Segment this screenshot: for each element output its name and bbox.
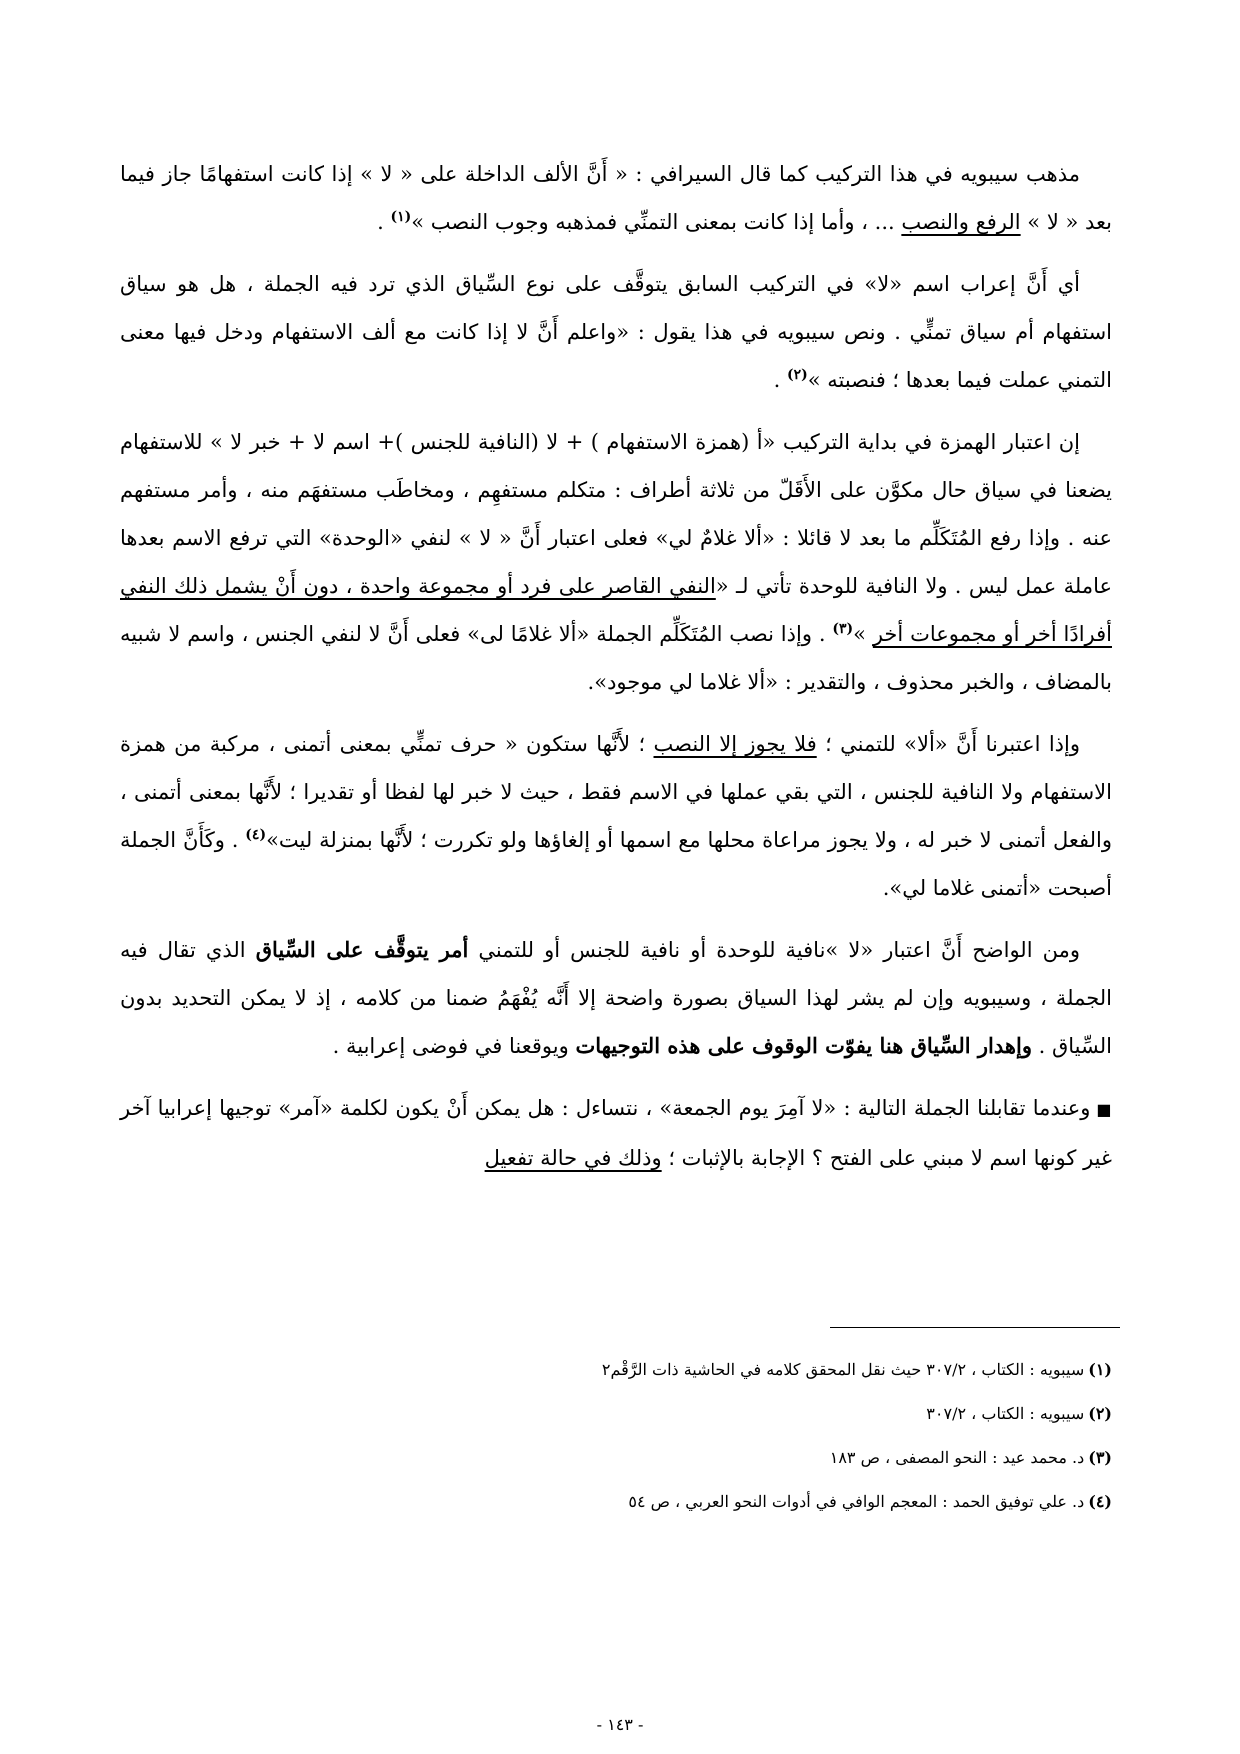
text-segment: وعندما تقابلنا الجملة التالية : «لا آمِرَ يوم الجمعة» ، نتساءل : هل يمكن أَنْ يكون لكلمة «آمر» توجيها إعرابيا آخر غير كونها اسم لا مبني على الفتح ؟ الإجابة بالإثبات ؛	[120, 1096, 1112, 1170]
bold-text: أمر يتوقَّف على السِّياق	[255, 937, 469, 962]
paragraph	[120, 150, 1112, 246]
paragraph	[120, 418, 1112, 706]
underlined-text: فلا يجوز إلا النصب	[653, 732, 817, 756]
footnote-text: سيبويه : الكتاب ، ٣٠٧/٢ حيث نقل المحقق كلامه في الحاشية ذات الرَّقْم٢	[601, 1360, 1085, 1379]
body-text	[120, 150, 1112, 1182]
footnote-text: د. علي توفيق الحمد : المعجم الوافي في أدوات النحو العربي ، ص ٥٤	[628, 1492, 1085, 1511]
paragraph	[120, 260, 1112, 404]
page-number: - ١٤٣ -	[596, 1715, 644, 1734]
footnote-ref: (١)	[390, 209, 412, 225]
footnote-item	[132, 1440, 1112, 1476]
text-segment: .	[773, 368, 787, 392]
footnote-number: (٤)	[1088, 1492, 1112, 1511]
footnote-text: سيبويه : الكتاب ، ٣٠٧/٢	[926, 1404, 1085, 1423]
footnote-number: (٣)	[1088, 1448, 1112, 1467]
footnote-separator	[830, 1327, 1120, 1328]
paragraph	[120, 720, 1112, 912]
paragraph	[120, 926, 1112, 1070]
footnote-ref: (٤)	[245, 827, 267, 843]
bold-text: وإهدار السِّياق هنا يفوّت الوقوف على هذه التوجيهات	[575, 1033, 1032, 1058]
footnote-item	[132, 1352, 1112, 1388]
text-segment: ويوقعنا في فوضى إعرابية .	[332, 1034, 576, 1058]
text-segment: »	[853, 622, 873, 646]
text-segment: . وإذا نصب المُتَكَلِّم الجملة «ألا غلامًا لى» فعلى أَنَّ لا لنفي الجنس ، واسم لا شبيه بالمضاف ، والخبر محذوف ، والتقدير : «ألا غلاما لي موجود».	[120, 622, 1112, 694]
footnote-text: د. محمد عيد : النحو المصفى ، ص ١٨٣	[829, 1448, 1085, 1467]
text-segment: مذهب سيبويه في هذا التركيب كما قال السيرافي : « أَنَّ الألف الداخلة على « لا » إذا كانت استفهامًا جاز فيما بعد « لا »	[120, 162, 1112, 234]
text-segment: الذي تقال فيه الجملة ، وسيبويه وإن لم يشر لهذا السياق بصورة واضحة إلا أَنَّه يُفْهَمُ ضمنا من كلامه ، إذ لا يمكن التحديد بدون السِّياق .	[120, 938, 1112, 1058]
underlined-text: وذلك في حالة تفعيل	[484, 1146, 662, 1170]
text-segment: .	[377, 210, 391, 234]
text-segment: ومن الواضح أَنَّ اعتبار «لا »نافية للوحدة أو نافية للجنس أو للتمني	[468, 938, 1080, 962]
text-segment: أي أَنَّ إعراب اسم «لا» في التركيب السابق يتوقَّف على نوع السِّياق الذي ترد فيه الجملة ، هل هو سياق استفهام أم سياق تمنٍّي . ونص سيبويه في هذا يقول : «واعلم أَنَّ لا إذا كانت مع ألف الاستفهام ودخل فيها معنى التمني عملت فيما بعدها ؛ فنصبته »	[120, 272, 1112, 392]
footnote-ref: (٣)	[832, 621, 854, 637]
text-segment: ... ، وأما إذا كانت بمعنى التمنِّي فمذهبه وجوب النصب »	[411, 210, 902, 234]
footnotes	[132, 1352, 1112, 1528]
text-segment: ؛ لأَنَّها ستكون « حرف تمنٍّي بمعنى أتمنى ، مركبة من همزة الاستفهام ولا النافية للجنس ، التي بقي عملها في الاسم فقط ، حيث لا خبر لها لفظا أو تقديرا ؛ لأَنَّها بمعنى أتمنى ، والفعل أتمنى لا خبر له ، ولا يجوز مراعاة محلها مع اسمها أو إلغاؤها ولو تكررت ؛ لأَنَّها بمنزلة ليت»	[120, 732, 1112, 852]
footnote-number: (٢)	[1088, 1404, 1112, 1423]
bullet-icon: ■	[1096, 1100, 1112, 1119]
bullet-paragraph	[120, 1084, 1112, 1182]
text-segment: وإذا اعتبرنا أَنَّ «ألا» للتمني ؛	[816, 732, 1080, 756]
footnote-number: (١)	[1088, 1360, 1112, 1379]
text-segment: إن اعتبار الهمزة في بداية التركيب «أ (همزة الاستفهام ) + لا (النافية للجنس )+ اسم لا + خبر لا » للاستفهام يضعنا في سياق حال مكوَّن على الأَقَلّ من ثلاثة أطراف : متكلم مستفهِم ، ومخاطَب مستفهَم منه ، وأمر مستفهم عنه . وإذا رفع المُتَكَلِّم ما بعد لا قائلا : «ألا غلامٌ لي» فعلى اعتبار أَنَّ « لا » لنفي «الوحدة» التي ترفع الاسم بعدها عاملة عمل ليس . ولا النافية للوحدة تأتي لـ «	[120, 430, 1113, 598]
footnote-ref: (٢)	[786, 367, 808, 383]
underlined-text: النفي القاصر على فرد أو مجموعة واحدة ، دون أَنْ يشمل ذلك النفي أفرادًا أخر أو مجموعات أخر	[120, 574, 1112, 646]
page-body	[120, 150, 1112, 1196]
text-segment: . وكَأَنَّ الجملة أصبحت «أتمنى غلاما لي».	[120, 828, 1112, 900]
footnote-item	[132, 1396, 1112, 1432]
footnote-item	[132, 1484, 1112, 1520]
underlined-text: الرفع والنصب	[901, 210, 1021, 234]
